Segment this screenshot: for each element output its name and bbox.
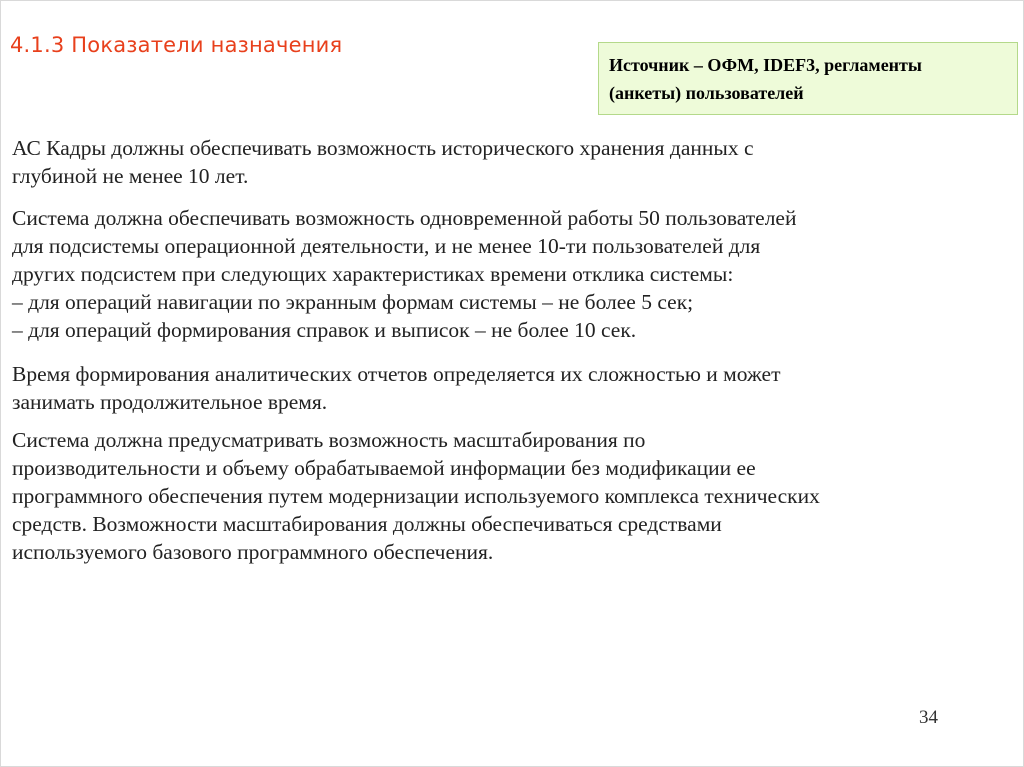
text-line: программного обеспечения путем модернизации используемого комплекса технических (12, 484, 820, 508)
text-line: для подсистемы операционной деятельности, и не менее 10-ти пользователей для (12, 234, 761, 258)
text-line: АС Кадры должны обеспечивать возможность исторического хранения данных с (12, 136, 754, 160)
page-number: 34 (919, 707, 938, 728)
text-line: используемого базового программного обеспечения. (12, 540, 494, 564)
source-note-line: (анкеты) пользователей (609, 83, 804, 103)
text-line: средств. Возможности масштабирования должны обеспечиваться средствами (12, 512, 722, 536)
text-line: других подсистем при следующих характеристиках времени отклика системы: (12, 262, 734, 286)
slide-body (12, 134, 1012, 566)
text-line: глубиной не менее 10 лет. (12, 164, 249, 188)
source-note-line: Источник – ОФМ, IDEF3, регламенты (609, 55, 922, 75)
text-line: производительности и объему обрабатываемой информации без модификации ее (12, 456, 756, 480)
text-line: – для операций формирования справок и выписок – не более 10 сек. (12, 318, 637, 342)
text-line: – для операций навигации по экранным формам системы – не более 5 сек; (12, 290, 694, 314)
paragraph-report-time (12, 360, 1012, 416)
text-line: Система должна обеспечивать возможность одновременной работы 50 пользователей (12, 206, 797, 230)
source-note-box (598, 42, 1018, 115)
slide-title: 4.1.3 Показатели назначения (10, 33, 343, 57)
paragraph-concurrent-users (12, 204, 1012, 344)
paragraph-history-storage (12, 134, 1012, 190)
text-line: Система должна предусматривать возможность масштабирования по (12, 428, 646, 452)
text-line: Время формирования аналитических отчетов определяется их сложностью и может (12, 362, 781, 386)
paragraph-scalability (12, 426, 1012, 566)
text-line: занимать продолжительное время. (12, 390, 328, 414)
